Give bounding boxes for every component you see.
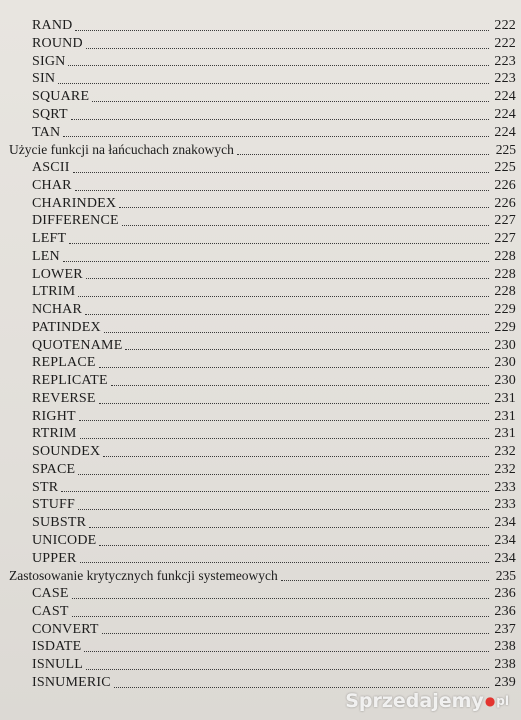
toc-entry <box>0 461 521 479</box>
toc-entry <box>0 177 521 195</box>
toc-entry-label: REPLACE <box>32 355 96 371</box>
dot-leader <box>80 437 490 439</box>
toc-entry <box>0 408 521 426</box>
toc-entry-label: DIFFERENCE <box>32 213 119 229</box>
toc-entry-page: 230 <box>494 337 516 353</box>
watermark-logo <box>345 690 509 712</box>
toc-entry-label: SPACE <box>32 461 76 477</box>
toc-entry-label: CAST <box>32 603 69 619</box>
toc-entry <box>0 621 521 639</box>
toc-entry-page: 229 <box>494 319 516 335</box>
toc-entry <box>0 195 521 213</box>
watermark-dot-icon: ● <box>484 694 496 708</box>
watermark-brand: Sprzedajemy <box>345 690 484 712</box>
dot-leader <box>78 295 489 297</box>
toc-entry-page: 237 <box>494 621 516 637</box>
dot-leader <box>72 597 489 599</box>
toc-entry <box>0 230 521 248</box>
dot-leader <box>99 366 489 368</box>
toc-entry-page: 226 <box>494 177 516 193</box>
toc-entry <box>0 585 521 603</box>
toc-entry-page: 238 <box>494 639 516 655</box>
toc-entry <box>0 425 521 443</box>
toc-entry-page: 233 <box>494 497 516 513</box>
dot-leader <box>114 686 489 688</box>
toc-entry-page: 225 <box>495 142 516 158</box>
toc-entry-page: 232 <box>494 461 516 477</box>
toc-entry-page: 225 <box>494 160 516 175</box>
dot-leader <box>75 189 489 191</box>
dot-leader <box>84 650 489 652</box>
toc-entry-page: 234 <box>494 515 516 530</box>
toc-entry <box>0 35 521 53</box>
toc-entry <box>0 301 521 319</box>
toc-entry-page: 234 <box>494 532 516 548</box>
toc-entry <box>0 17 521 35</box>
toc-entry-label: SQUARE <box>32 89 90 104</box>
toc-entry-label: CONVERT <box>32 621 99 637</box>
toc-entry-label: TAN <box>32 124 61 140</box>
dot-leader <box>72 615 489 617</box>
toc-entry-page: 231 <box>494 426 516 442</box>
dot-leader <box>99 544 489 546</box>
toc-section-entry <box>0 141 521 159</box>
toc-entry-label: STR <box>32 479 59 495</box>
toc-entry-label: PATINDEX <box>32 319 101 335</box>
toc-entry-page: 228 <box>494 248 516 264</box>
dot-leader <box>86 277 489 279</box>
toc-entry-page: 236 <box>494 603 516 619</box>
dot-leader <box>68 64 489 66</box>
toc-entry <box>0 212 521 230</box>
toc-entry-label: SOUNDEX <box>32 444 101 459</box>
toc-section-entry <box>0 567 521 585</box>
toc-entry-page: 231 <box>494 390 516 406</box>
dot-leader <box>79 419 489 421</box>
toc-entry-label: LTRIM <box>32 284 76 300</box>
toc-entry-page: 227 <box>494 231 516 246</box>
toc-entry <box>0 266 521 284</box>
toc-entry <box>0 390 521 408</box>
toc-entry-label: LEN <box>32 248 60 264</box>
watermark-tld: pl <box>496 694 509 708</box>
toc-entry-label: CASE <box>32 586 69 601</box>
dot-leader <box>58 82 489 84</box>
toc-entry-label: UPPER <box>32 550 77 566</box>
dot-leader <box>73 171 489 173</box>
toc-entry-label: SUBSTR <box>32 515 87 530</box>
toc-entry-page: 238 <box>494 657 516 672</box>
dot-leader <box>237 153 489 155</box>
toc-entry <box>0 337 521 355</box>
toc-entry-page: 227 <box>494 213 516 229</box>
toc-entry-page: 236 <box>494 586 516 601</box>
dot-leader <box>122 224 489 226</box>
toc-entry <box>0 372 521 390</box>
toc-entry <box>0 159 521 177</box>
toc-entry-page: 228 <box>494 284 516 300</box>
toc-entry-label: Zastosowanie krytycznych funkcji systemeowych <box>9 568 278 584</box>
dot-leader <box>63 260 489 262</box>
toc-entry <box>0 603 521 621</box>
toc-entry-label: ISDATE <box>32 639 82 655</box>
dot-leader <box>99 402 489 404</box>
dot-leader <box>69 242 489 244</box>
toc-entry <box>0 319 521 337</box>
toc-entry <box>0 354 521 372</box>
dot-leader <box>125 348 489 350</box>
toc-entry <box>0 88 521 106</box>
toc-entry-page: 228 <box>494 266 516 282</box>
dot-leader <box>111 384 489 386</box>
toc-entry <box>0 532 521 550</box>
dot-leader <box>78 473 489 475</box>
toc-entry-page: 230 <box>494 355 516 371</box>
dot-leader <box>281 579 489 581</box>
dot-leader <box>102 632 489 634</box>
dot-leader <box>104 331 489 333</box>
toc-entry <box>0 550 521 568</box>
toc-entry <box>0 656 521 674</box>
toc-entry-page: 233 <box>494 479 516 495</box>
toc-entry <box>0 496 521 514</box>
toc-entry-label: RTRIM <box>32 426 77 442</box>
dot-leader <box>89 526 489 528</box>
dot-leader <box>86 668 489 670</box>
dot-leader <box>85 313 489 315</box>
dot-leader <box>86 47 489 49</box>
toc-entry <box>0 106 521 124</box>
toc-entry-label: SIN <box>32 71 56 87</box>
toc-entry-label: LEFT <box>32 231 67 246</box>
toc-entry-label: REVERSE <box>32 390 96 406</box>
toc-entry-label: NCHAR <box>32 302 83 317</box>
toc-entry-label: RAND <box>32 18 73 33</box>
dot-leader <box>78 508 489 510</box>
dot-leader <box>80 561 489 563</box>
dot-leader <box>103 455 489 457</box>
toc-entry-label: CHARINDEX <box>32 195 117 211</box>
toc-entry-label: SQRT <box>32 106 68 122</box>
toc-entry-label: LOWER <box>32 266 83 282</box>
dot-leader <box>92 100 489 102</box>
toc-entry <box>0 443 521 461</box>
toc-entry-label: QUOTENAME <box>32 337 123 353</box>
toc-entry-page: 223 <box>494 53 516 69</box>
toc-entry-label: ASCII <box>32 160 70 175</box>
toc-entry <box>0 70 521 88</box>
toc-entry-label: ISNUMERIC <box>32 674 111 690</box>
toc-entry-page: 222 <box>494 35 516 51</box>
toc-entry <box>0 53 521 71</box>
toc-entry-page: 224 <box>494 106 516 122</box>
toc-entry-page: 230 <box>494 373 516 388</box>
toc-entry <box>0 283 521 301</box>
toc-entry-page: 223 <box>494 71 516 87</box>
toc-entry-page: 224 <box>494 89 516 104</box>
toc-entry-label: REPLICATE <box>32 373 108 388</box>
toc-entry-page: 226 <box>494 195 516 211</box>
dot-leader <box>63 135 489 137</box>
dot-leader <box>71 118 489 120</box>
toc-entry-label: RIGHT <box>32 408 76 424</box>
table-of-contents <box>0 17 521 692</box>
dot-leader <box>61 490 489 492</box>
toc-entry-label: ISNULL <box>32 657 83 672</box>
toc-entry-label: CHAR <box>32 177 72 193</box>
toc-entry-page: 224 <box>494 124 516 140</box>
toc-entry <box>0 479 521 497</box>
toc-entry-page: 222 <box>494 18 516 33</box>
toc-entry <box>0 124 521 142</box>
toc-entry <box>0 674 521 692</box>
toc-entry-page: 229 <box>494 302 516 317</box>
toc-entry-page: 234 <box>494 550 516 566</box>
toc-entry-label: STUFF <box>32 497 76 513</box>
toc-entry-label: ROUND <box>32 35 83 51</box>
toc-entry <box>0 514 521 532</box>
toc-entry-page: 232 <box>494 444 516 459</box>
toc-entry <box>0 248 521 266</box>
toc-entry-label: SIGN <box>32 53 66 69</box>
toc-entry-page: 231 <box>494 408 516 424</box>
toc-entry-label: UNICODE <box>32 532 97 548</box>
toc-entry-label: Użycie funkcji na łańcuchach znakowych <box>9 142 234 158</box>
toc-entry <box>0 638 521 656</box>
toc-entry-page: 239 <box>494 674 516 690</box>
toc-entry-page: 235 <box>495 568 516 584</box>
dot-leader <box>119 206 489 208</box>
dot-leader <box>75 29 489 31</box>
